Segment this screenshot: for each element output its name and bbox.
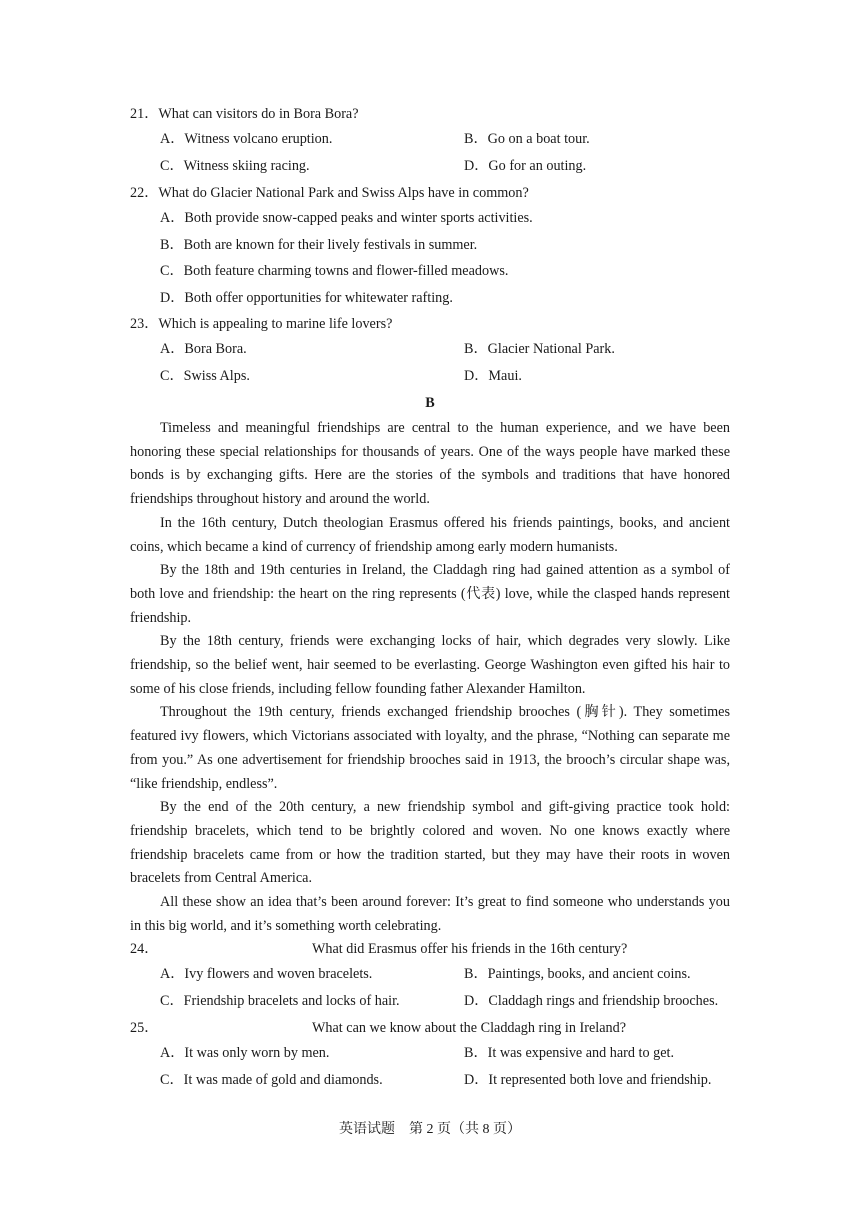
q22-option-d: D．Both offer opportunities for whitewater rafting. [160, 289, 453, 306]
q25-number: 25． [130, 1020, 159, 1037]
passage-paragraph: Timeless and meaningful friendships are central to the human experience, and we have been honoring these special relationships for thousands of years. One of the ways people have marked these bonds is by exchanging gifts. Here are the stories of the symbols and traditions that have honored friendships throughout history and around the world. [130, 420, 730, 508]
q25-option-d: D．It represented both love and friendship. [464, 1072, 712, 1089]
q24-options-row1 [130, 964, 730, 991]
section-heading: B [425, 395, 435, 411]
q25-options-row1 [130, 1043, 730, 1070]
q23-option-b: B．Glacier National Park. [464, 341, 615, 357]
question-25 [130, 1018, 730, 1043]
q21-option-b: B．Go on a boat tour. [464, 131, 590, 147]
q24-option-c: C．Friendship bracelets and locks of hair. [160, 993, 400, 1010]
q24-text: What did Erasmus offer his friends in the 16th century? [312, 941, 628, 958]
q25-option-c: C．It was made of gold and diamonds. [160, 1072, 383, 1089]
q21-option-d: D．Go for an outing. [464, 158, 587, 174]
exam-page [130, 104, 730, 1097]
question-22: 22．What do Glacier National Park and Swiss Alps have in common? [130, 185, 529, 201]
passage-paragraph: By the 18th century, friends were exchanging locks of hair, which degrades very slowly. Like friendship, so the belief went, hair seemed to be everlasting. George Washington even gifted his hair to some of his close friends, including fellow founding father Alexander Hamilton. [130, 633, 730, 697]
q24-number: 24． [130, 941, 159, 958]
passage-paragraph: Throughout the 19th century, friends exchanged friendship brooches (胸针). They sometimes featured ivy flowers, which Victorians associated with loyalty, and the phrase, “Nothing can separate me from you.” As one advertisement for friendship brooches said in 1913, the brooch’s circular shape was, “like friendship, endless”. [130, 704, 730, 792]
passage-paragraph: By the 18th and 19th centuries in Ireland, the Claddagh ring had gained attention as a symbol of both love and friendship: the heart on the ring represents (代表) love, while the clasped hands represent friendship. [130, 562, 730, 626]
passage-paragraph: By the end of the 20th century, a new friendship symbol and gift-giving practice took hold: friendship bracelets, which tend to be brightly colored and woven. No one knows exactly where friendship bracelets came from or how the tradition started, but they may have their roots in woven bracelets from Central America. [130, 799, 730, 887]
q21-option-c: C．Witness skiing racing. [160, 158, 310, 174]
question-23: 23．Which is appealing to marine life lovers? [130, 316, 393, 332]
q22-option-a: A．Both provide snow-capped peaks and winter sports activities. [160, 210, 533, 226]
q24-option-b: B．Paintings, books, and ancient coins. [464, 966, 691, 983]
q24-option-a: A．Ivy flowers and woven bracelets. [160, 966, 373, 983]
q25-options-row2 [130, 1070, 730, 1097]
q24-options-row2 [130, 991, 730, 1018]
passage-paragraph: All these show an idea that’s been around forever: It’s great to find someone who understands you in this big world, and it’s something worth celebrating. [130, 894, 730, 934]
q21-options-row2 [130, 156, 730, 183]
q23-option-c: C．Swiss Alps. [160, 368, 250, 384]
page-footer: 英语试题 第 2 页（共 8 页） [339, 1122, 521, 1137]
q23-options-row1 [130, 339, 730, 366]
reading-passage [130, 417, 730, 938]
q23-option-d: D．Maui. [464, 368, 522, 384]
q21-option-a: A．Witness volcano eruption. [160, 131, 333, 147]
q25-text: What can we know about the Claddagh ring in Ireland? [312, 1020, 626, 1037]
q22-option-c: C．Both feature charming towns and flower-filled meadows. [160, 263, 509, 279]
question-21: 21．What can visitors do in Bora Bora? [130, 106, 359, 122]
q21-options-row1 [130, 129, 730, 156]
passage-paragraph: In the 16th century, Dutch theologian Erasmus offered his friends paintings, books, and ancient coins, which became a kind of currency of friendship among early modern humanists. [130, 514, 730, 555]
question-24 [130, 939, 730, 964]
q23-options-row2 [130, 366, 730, 393]
q23-option-a: A．Bora Bora. [160, 341, 247, 357]
q25-option-a: A．It was only worn by men. [160, 1045, 330, 1062]
q24-option-d: D．Claddagh rings and friendship brooches. [464, 993, 719, 1010]
q25-option-b: B．It was expensive and hard to get. [464, 1045, 675, 1062]
q22-option-b: B．Both are known for their lively festivals in summer. [160, 236, 478, 253]
